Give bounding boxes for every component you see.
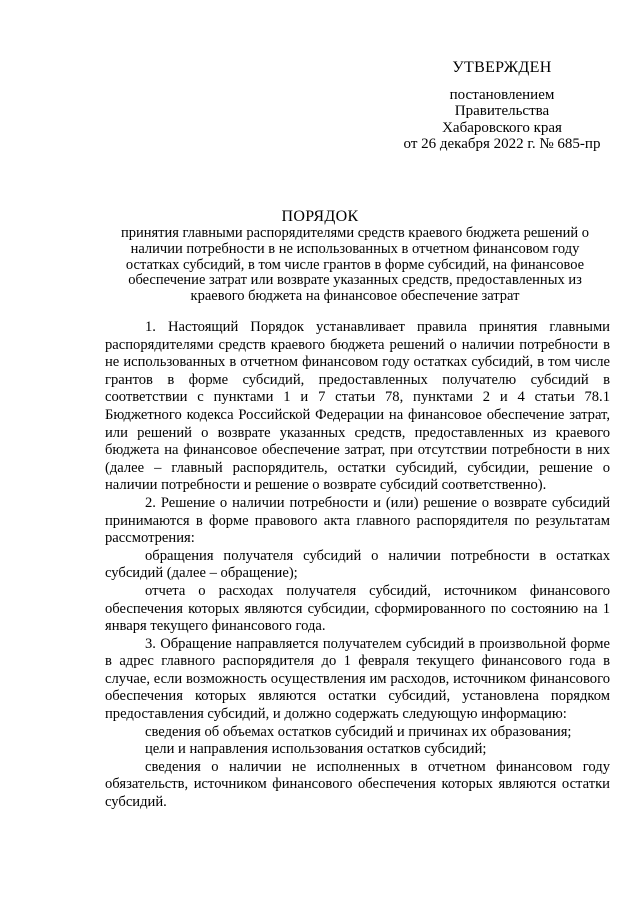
- document-subtitle: принятия главными распорядителями средств краевого бюджета решений о наличии потребности в не использованных в отчетном финансовом году остатках субсидий, в том числе грантов в форме субсидий, на финансовое обеспечение затрат или возврате указанных средств, предоставленных из краевого бюджета на финансовое обеспечение затрат: [120, 225, 590, 305]
- paragraph: сведения об объемах остатков субсидий и причинах их образования;: [145, 723, 572, 740]
- paragraph: 1. Настоящий Порядок устанавливает правила принятия главными распорядителями средств краевого бюджета решений о наличии потребности в не использованных в отчетном финансовом году остатках субсидий, в том числе грантов в форме субсидий, предоставленных получателю субсидий в соответствии с пунктами 1 и 7 статьи 78, пунктами 2 и 4 статьи 78.1 Бюджетного кодекса Российской Федерации на финансовое обеспечение затрат, или решений о возврате указанных средств, предоставленных из краевого бюджета на финансовое обеспечение затрат, при отсутствии потребности в них (далее – главный распорядитель, остатки субсидий, субсидии, решение о наличии потребности и решение о возврате субсидий соответственно).: [105, 319, 610, 494]
- approval-line: Хабаровского края: [442, 119, 562, 136]
- approval-line: постановлением: [449, 86, 555, 103]
- paragraph: обращения получателя субсидий о наличии потребности в остатках субсидий (далее – обращение);: [105, 547, 610, 582]
- paragraph: 2. Решение о наличии потребности и (или) решение о возврате субсидий принимаются в форме правового акта главного распорядителя по результатам рассмотрения:: [105, 494, 610, 547]
- approval-date-number: от 26 декабря 2022 г. № 685-пр: [403, 136, 601, 152]
- approval-heading: УТВЕРЖДЕН: [452, 59, 552, 76]
- document-title: ПОРЯДОК: [281, 208, 359, 225]
- approval-line: Правительства: [454, 103, 550, 119]
- approval-block: [392, 60, 612, 153]
- paragraph: 3. Обращение направляется получателем субсидий в произвольной форме в адрес главного распорядителя до 1 февраля текущего финансового года в случае, если возможность осуществления им расходов, источником финансового обеспечения которых являются остатки субсидий, установлена порядком предоставления субсидий, и должно содержать следующую информацию:: [105, 635, 610, 723]
- document-body: [105, 319, 610, 812]
- paragraph: отчета о расходах получателя субсидий, источником финансового обеспечения которых являются субсидии, сформированного по состоянию на 1 января текущего финансового года.: [105, 582, 610, 635]
- paragraph: сведения о наличии не исполненных в отчетном финансовом году обязательств, источником финансового обеспечения которых являются остатки субсидий.: [105, 758, 610, 811]
- paragraph: цели и направления использования остатков субсидий;: [145, 741, 487, 758]
